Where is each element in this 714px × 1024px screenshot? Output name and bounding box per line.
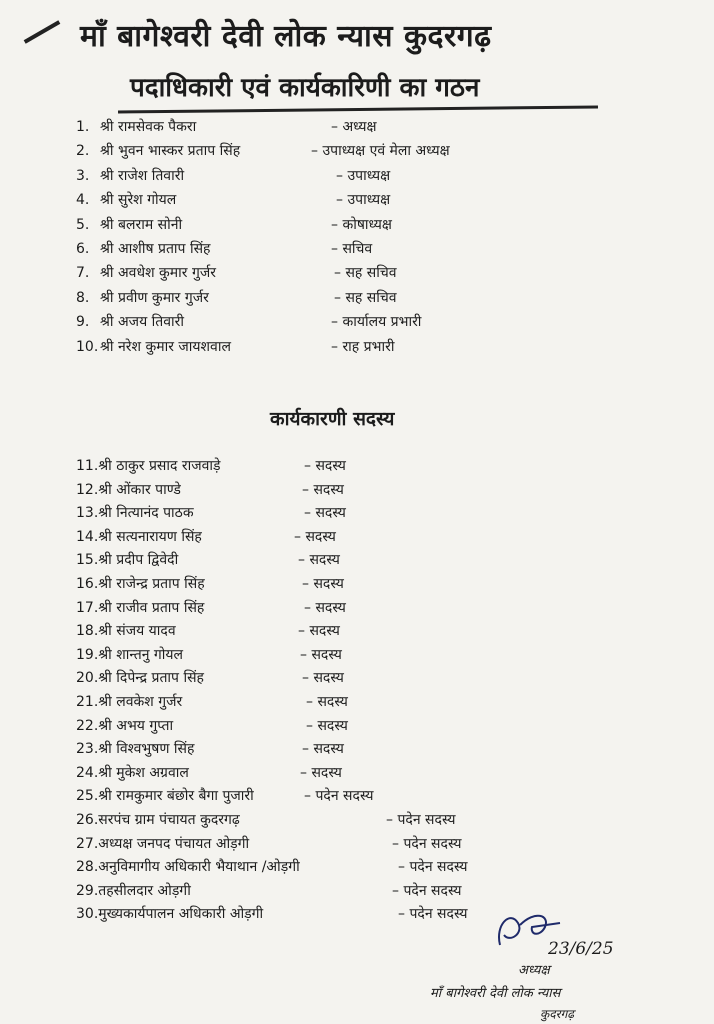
member-name: 30.मुख्यकार्यपालन अधिकारी ओड़गी xyxy=(76,906,264,923)
officer-number: 7. xyxy=(76,265,90,282)
officer-name: श्री प्रवीण कुमार गुर्जर xyxy=(100,289,209,306)
member-row xyxy=(76,526,536,550)
member-row xyxy=(76,644,536,668)
member-role: – सदस्य xyxy=(300,764,342,781)
member-role: – सदस्य xyxy=(302,741,344,758)
member-name: 21.श्री लवकेश गुर्जर xyxy=(76,693,183,710)
signature-organization: माँ बागेश्वरी देवी लोक न्यास xyxy=(430,986,561,1001)
officer-row xyxy=(76,188,536,212)
officer-role: – उपाध्यक्ष एवं मेला अध्यक्ष xyxy=(311,143,450,160)
officer-role: – सह सचिव xyxy=(334,289,397,306)
signature-date: 23/6/25 xyxy=(548,939,614,959)
member-role: – पदेन सदस्य xyxy=(392,882,462,899)
member-row xyxy=(76,455,536,479)
member-name: 20.श्री दिपेन्द्र प्रताप सिंह xyxy=(76,670,204,687)
member-row xyxy=(76,880,536,904)
officer-row xyxy=(76,237,536,261)
officer-role: – उपाध्यक्ष xyxy=(336,192,391,209)
member-name: 14.श्री सत्यनारायण सिंह xyxy=(76,528,202,545)
document-title: माँ बागेश्वरी देवी लोक न्यास कुदरगढ़ xyxy=(80,19,492,54)
officer-number: 1. xyxy=(76,119,90,135)
officer-role: – अध्यक्ष xyxy=(331,119,377,135)
member-row xyxy=(76,597,536,621)
member-role: – सदस्य xyxy=(294,528,336,545)
officer-name: श्री आशीष प्रताप सिंह xyxy=(100,240,211,257)
member-role: – सदस्य xyxy=(298,552,340,569)
officer-role: – उपाध्यक्ष xyxy=(336,167,391,184)
officer-name: श्री राजेश तिवारी xyxy=(100,167,185,184)
member-name: 24.श्री मुकेश अग्रवाल xyxy=(76,764,189,781)
member-role: – सदस्य xyxy=(298,623,340,640)
member-role: – सदस्य xyxy=(306,693,348,710)
member-role: – पदेन सदस्य xyxy=(398,906,468,923)
officer-number: 10. xyxy=(76,338,99,355)
member-row xyxy=(76,715,536,739)
member-row xyxy=(76,502,536,526)
officer-name: श्री सुरेश गोयल xyxy=(100,192,177,209)
officer-number: 5. xyxy=(76,216,90,233)
member-role: – सदस्य xyxy=(306,717,348,734)
member-role: – पदेन सदस्य xyxy=(398,859,468,876)
officer-number: 6. xyxy=(76,240,90,257)
officer-name: श्री नरेश कुमार जायशवाल xyxy=(100,338,231,355)
member-row xyxy=(76,785,536,809)
officer-number: 2. xyxy=(76,143,90,160)
officer-row xyxy=(76,261,536,285)
officers-list xyxy=(76,115,536,359)
officer-number: 9. xyxy=(76,314,90,331)
member-name: 12.श्री ओंकार पाण्डे xyxy=(76,481,181,498)
officer-number: 8. xyxy=(76,289,90,306)
member-name: 29.तहसीलदार ओड़गी xyxy=(76,882,191,899)
signature-designation: अध्यक्ष xyxy=(518,963,550,978)
subtitle-underline xyxy=(118,105,598,113)
member-row xyxy=(76,620,536,644)
officer-row xyxy=(76,164,536,188)
member-name: 11.श्री ठाकुर प्रसाद राजवाड़े xyxy=(76,458,221,474)
member-name: 25.श्री रामकुमार बंछोर बैगा पुजारी xyxy=(76,788,254,805)
officer-name: श्री बलराम सोनी xyxy=(100,216,183,233)
member-role: – सदस्य xyxy=(304,599,346,616)
member-row xyxy=(76,479,536,503)
member-name: 22.श्री अभय गुप्ता xyxy=(76,717,174,734)
member-row xyxy=(76,856,536,880)
pen-stroke-mark xyxy=(24,20,61,43)
member-row xyxy=(76,573,536,597)
officer-name: श्री अवधेश कुमार गुर्जर xyxy=(100,265,216,282)
member-role: – सदस्य xyxy=(304,505,346,522)
member-name: 13.श्री नित्यानंद पाठक xyxy=(76,505,194,522)
member-role: – सदस्य xyxy=(302,481,344,498)
member-name: 26.सरपंच ग्राम पंचायत कुदरगढ़ xyxy=(76,811,240,828)
member-role: – सदस्य xyxy=(300,646,342,663)
members-list xyxy=(76,455,536,927)
officer-role: – कोषाध्यक्ष xyxy=(331,216,392,233)
signature-block xyxy=(420,905,700,1020)
officer-name: श्री रामसेवक पैकरा xyxy=(100,119,197,135)
member-name: 19.श्री शान्तनु गोयल xyxy=(76,646,184,663)
member-row xyxy=(76,809,536,833)
member-name: 17.श्री राजीव प्रताप सिंह xyxy=(76,599,205,616)
member-role: – सदस्य xyxy=(304,458,346,474)
officer-number: 4. xyxy=(76,192,90,209)
officer-row xyxy=(76,335,536,359)
member-role: – पदेन सदस्य xyxy=(392,835,462,852)
member-name: 18.श्री संजय यादव xyxy=(76,623,176,640)
document-subtitle: पदाधिकारी एवं कार्यकारिणी का गठन xyxy=(130,73,480,103)
officer-name: श्री भुवन भास्कर प्रताप सिंह xyxy=(100,143,241,160)
member-role: – सदस्य xyxy=(302,575,344,592)
member-row xyxy=(76,833,536,857)
officer-role: – सह सचिव xyxy=(334,265,397,282)
officer-role: – राह प्रभारी xyxy=(331,338,395,355)
member-row xyxy=(76,691,536,715)
member-name: 27.अध्यक्ष जनपद पंचायत ओड़गी xyxy=(76,835,250,852)
officer-number: 3. xyxy=(76,167,90,184)
officer-name: श्री अजय तिवारी xyxy=(100,314,185,331)
member-row xyxy=(76,762,536,786)
member-row xyxy=(76,549,536,573)
member-role: – सदस्य xyxy=(302,670,344,687)
officer-row xyxy=(76,213,536,237)
member-name: 16.श्री राजेन्द्र प्रताप सिंह xyxy=(76,575,205,592)
member-row xyxy=(76,667,536,691)
officer-role: – कार्यालय प्रभारी xyxy=(331,314,422,331)
member-name: 15.श्री प्रदीप द्विवेदी xyxy=(76,552,179,569)
officer-row xyxy=(76,310,536,334)
officer-role: – सचिव xyxy=(331,240,373,257)
members-heading: कार्यकारणी सदस्य xyxy=(270,408,395,430)
member-name: 28.अनुविमागीय अधिकारी भैयाथान /ओड़गी xyxy=(76,859,300,876)
member-name: 23.श्री विश्वभुषण सिंह xyxy=(76,741,195,758)
officer-row xyxy=(76,139,536,163)
member-role: – पदेन सदस्य xyxy=(304,788,374,805)
officer-row xyxy=(76,286,536,310)
member-role: – पदेन सदस्य xyxy=(386,811,456,828)
officer-row xyxy=(76,115,536,139)
signature-place: कुदरगढ़ xyxy=(540,1007,575,1021)
member-row xyxy=(76,738,536,762)
